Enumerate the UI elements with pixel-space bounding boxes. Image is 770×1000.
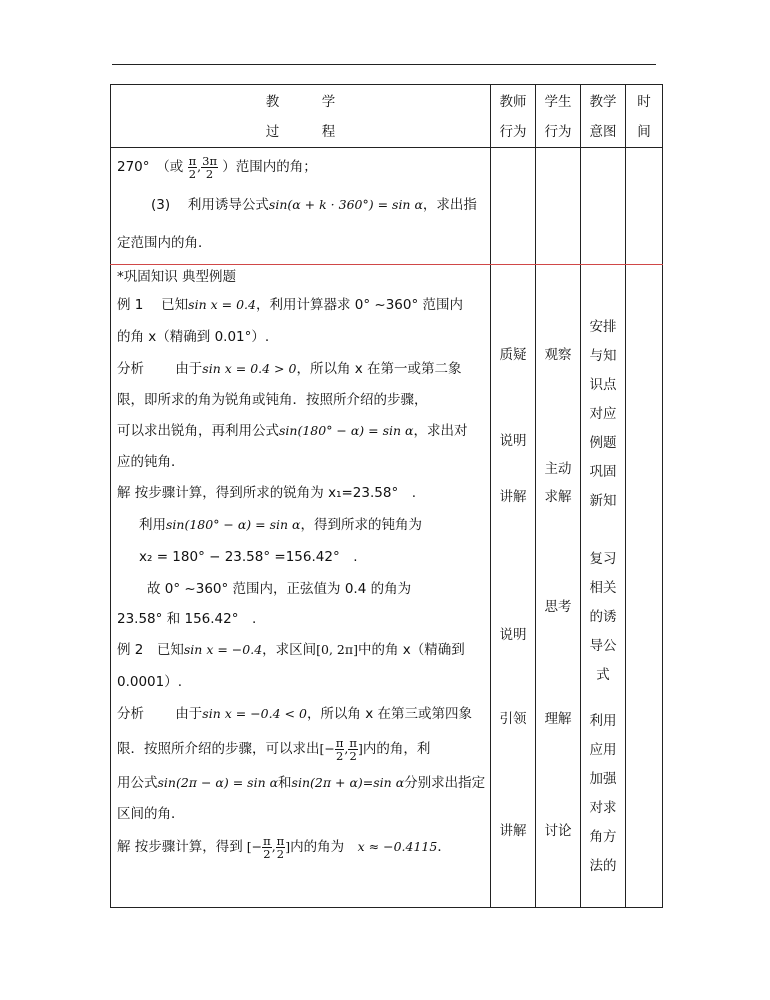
header-process: 教 学 过 程 — [111, 85, 491, 148]
header-rule — [112, 64, 656, 65]
continuation-cell: 270° （或 $\frac{\pi}{2}$ , $\frac{3\pi}{2}$ ）范围内的角； (3) 利用诱导公式sin(α + k · 360°) = sin α，求出指 定范围内的角． — [111, 148, 491, 265]
header-student: 学生 行为 — [536, 85, 581, 148]
student-actions: 观察 主动 求解 思考 理解 讨论 — [536, 265, 581, 908]
teacher-actions: 质疑 说明 讲解 说明 引领 讲解 — [491, 265, 536, 908]
header-time: 时 间 — [626, 85, 663, 148]
example-cell: *巩固知识 典型例题 例 1 已知sin x = 0.4，利用计算器求 0° ~360° 范围内 的角 x（精确到 0.01°）. 分析 由于sin x = 0.4 > 0，所以角 x 在第一或第二象 限，即所求的角为锐角或钝角．按照所介绍的步骤， 可以求出锐角，再利用公式sin(180° − α) = sin α，求出对 应的钝角． 解 按步骤计算，得到所求的锐角为 x₁=23.58° . 利用sin(180° − α) = sin α，得到所求的钝角为 x₂ = 180° − 23.58° =156.42° . 故 0° ~360° 范围内，正弦值为 0.4 的角为 23.58° 和 156.42° . 例 2 已知sin x = −0.4，求区间[0, 2π]中的角 x（精确到 0.0001）. 分析 由于sin x = −0.4 < 0，所以角 x 在第三或第四象 限．按照所介绍的步骤，可以求出[− $\frac{\pi}{2}$ , $\frac{\pi}{2}$ ]内的角，利 用公式sin(2π − α) = sin α和sin(2π + α)=sin α分别求出指定 区间的角． 解 按步骤计算，得到 [− $\frac{\pi}{2}$ , $\frac{\pi}{2}$ ]内的角为 x ≈ −0.4115． — [111, 265, 491, 908]
time-cell — [626, 265, 663, 908]
lesson-table — [110, 84, 663, 908]
table-header-row — [111, 85, 663, 148]
continuation-row — [111, 148, 663, 265]
header-teacher: 教师 行为 — [491, 85, 536, 148]
example-row — [111, 265, 663, 908]
teaching-intent: 安排 与知 识点 对应 例题 巩固 新知 复习 相关 的诱 导公 式 利用 应用 加强 对求 角方 法的 — [581, 265, 626, 908]
header-intent: 教学 意图 — [581, 85, 626, 148]
